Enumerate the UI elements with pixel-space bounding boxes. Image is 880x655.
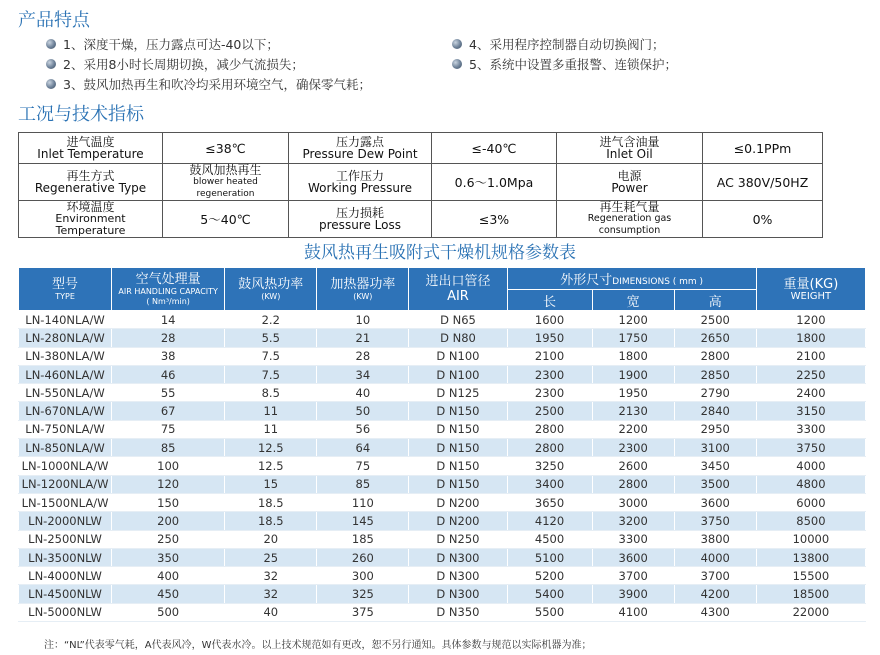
condition-label: 进气温度 Inlet Temperature	[19, 133, 163, 164]
condition-label: 再生耗气量 Regeneration gas consumption	[557, 201, 703, 238]
cell-model: LN-3500NLW	[19, 548, 112, 566]
condition-label: 再生方式 Regenerative Type	[19, 164, 163, 201]
cell-air-capacity: 55	[112, 384, 225, 402]
cell-weight: 22000	[756, 603, 865, 621]
feature-item	[452, 35, 664, 53]
spec-header-row	[19, 268, 866, 290]
cell-weight: 2250	[756, 365, 865, 383]
cell-weight: 15500	[756, 567, 865, 585]
header-weight: 重量(KG) WEIGHT	[756, 268, 865, 311]
cell-model: LN-5000NLW	[19, 603, 112, 621]
header-length: 长	[507, 290, 592, 311]
cell-length: 4120	[507, 512, 592, 530]
condition-value: ≤0.1PPm	[703, 133, 823, 164]
cell-heater-power: 56	[317, 420, 409, 438]
cell-length: 5100	[507, 548, 592, 566]
cell-height: 3700	[674, 567, 756, 585]
cell-length: 3400	[507, 475, 592, 493]
condition-value: AC 380V/50HZ	[703, 164, 823, 201]
cell-width: 1950	[592, 384, 674, 402]
table-row	[19, 457, 866, 475]
cell-pipe: D N250	[409, 530, 507, 548]
table-row	[19, 603, 866, 621]
cell-weight: 3150	[756, 402, 865, 420]
cell-heater-power: 185	[317, 530, 409, 548]
cell-blower-power: 18.5	[225, 493, 317, 511]
bullet-icon	[452, 39, 462, 49]
cell-pipe: D N300	[409, 567, 507, 585]
cell-heater-power: 28	[317, 347, 409, 365]
cell-heater-power: 85	[317, 475, 409, 493]
condition-label: 压力露点 Pressure Dew Point	[289, 133, 432, 164]
header-height: 高	[674, 290, 756, 311]
cell-blower-power: 12.5	[225, 439, 317, 457]
cell-pipe: D N125	[409, 384, 507, 402]
cell-heater-power: 325	[317, 585, 409, 603]
cell-width: 2800	[592, 475, 674, 493]
condition-value: ≤3%	[432, 201, 557, 238]
cell-blower-power: 2.2	[225, 311, 317, 329]
table-row	[19, 439, 866, 457]
condition-label: 进气含油量 Inlet Oil	[557, 133, 703, 164]
cell-pipe: D N200	[409, 512, 507, 530]
cell-length: 3650	[507, 493, 592, 511]
cell-air-capacity: 14	[112, 311, 225, 329]
cell-pipe: D N150	[409, 439, 507, 457]
condition-label: 环境温度 Environment Temperature	[19, 201, 163, 238]
cell-heater-power: 21	[317, 329, 409, 347]
cell-width: 4100	[592, 603, 674, 621]
spec-body	[19, 311, 866, 622]
table-row	[19, 365, 866, 383]
cell-height: 2650	[674, 329, 756, 347]
header-blower-power: 鼓风热功率 (KW)	[225, 268, 317, 311]
table-row	[19, 493, 866, 511]
cell-width: 3700	[592, 567, 674, 585]
cell-length: 3250	[507, 457, 592, 475]
cell-heater-power: 50	[317, 402, 409, 420]
cell-heater-power: 110	[317, 493, 409, 511]
cell-length: 2100	[507, 347, 592, 365]
cell-pipe: D N150	[409, 475, 507, 493]
cell-air-capacity: 67	[112, 402, 225, 420]
cell-model: LN-670NLA/W	[19, 402, 112, 420]
table-row	[19, 384, 866, 402]
cell-weight: 3750	[756, 439, 865, 457]
cell-blower-power: 5.5	[225, 329, 317, 347]
cell-air-capacity: 200	[112, 512, 225, 530]
spec-title: 鼓风热再生吸附式干燥机规格参数表	[304, 243, 576, 263]
cell-blower-power: 8.5	[225, 384, 317, 402]
bullet-icon	[46, 39, 56, 49]
cell-air-capacity: 150	[112, 493, 225, 511]
condition-label: 电源 Power	[557, 164, 703, 201]
header-width: 宽	[592, 290, 674, 311]
cell-pipe: D N100	[409, 365, 507, 383]
cell-pipe: D N300	[409, 585, 507, 603]
feature-item	[46, 35, 279, 53]
cell-air-capacity: 85	[112, 439, 225, 457]
condition-value: 鼓风加热再生 blower heated regeneration	[163, 164, 289, 201]
cell-height: 4200	[674, 585, 756, 603]
table-row	[19, 402, 866, 420]
cell-height: 3750	[674, 512, 756, 530]
cell-weight: 13800	[756, 548, 865, 566]
cell-height: 3450	[674, 457, 756, 475]
features-title: 产品特点	[18, 10, 90, 31]
cell-weight: 1800	[756, 329, 865, 347]
condition-value: 0%	[703, 201, 823, 238]
condition-value: ≤38℃	[163, 133, 289, 164]
cell-height: 3500	[674, 475, 756, 493]
cell-heater-power: 145	[317, 512, 409, 530]
cell-weight: 3300	[756, 420, 865, 438]
cell-blower-power: 12.5	[225, 457, 317, 475]
cell-length: 2500	[507, 402, 592, 420]
table-row	[19, 585, 866, 603]
cell-heater-power: 10	[317, 311, 409, 329]
cell-model: LN-280NLA/W	[19, 329, 112, 347]
cell-pipe: D N65	[409, 311, 507, 329]
cell-width: 1800	[592, 347, 674, 365]
footnote: 注：“NL”代表零气耗，A代表风冷，W代表水冷。以上技术规范如有更改，恕不另行通知。具体参数与规范以实际机器为准；	[44, 640, 592, 651]
cell-air-capacity: 400	[112, 567, 225, 585]
cell-weight: 10000	[756, 530, 865, 548]
cell-width: 3900	[592, 585, 674, 603]
cell-weight: 2400	[756, 384, 865, 402]
cell-heater-power: 260	[317, 548, 409, 566]
condition-label: 压力损耗 pressure Loss	[289, 201, 432, 238]
spec-table	[18, 267, 866, 622]
feature-item	[46, 55, 304, 73]
cell-weight: 4800	[756, 475, 865, 493]
cell-heater-power: 40	[317, 384, 409, 402]
cell-model: LN-1200NLA/W	[19, 475, 112, 493]
cell-air-capacity: 28	[112, 329, 225, 347]
cell-height: 2500	[674, 311, 756, 329]
bullet-icon	[46, 79, 56, 89]
cell-weight: 2100	[756, 347, 865, 365]
cell-heater-power: 375	[317, 603, 409, 621]
cell-model: LN-850NLA/W	[19, 439, 112, 457]
cell-width: 3000	[592, 493, 674, 511]
cell-air-capacity: 38	[112, 347, 225, 365]
cell-width: 3300	[592, 530, 674, 548]
cell-length: 2800	[507, 439, 592, 457]
condition-label: 工作压力 Working Pressure	[289, 164, 432, 201]
cell-length: 2300	[507, 384, 592, 402]
cell-width: 1900	[592, 365, 674, 383]
cell-pipe: D N350	[409, 603, 507, 621]
condition-value: ≤-40℃	[432, 133, 557, 164]
cell-blower-power: 15	[225, 475, 317, 493]
cell-width: 2130	[592, 402, 674, 420]
cell-height: 2850	[674, 365, 756, 383]
cell-air-capacity: 120	[112, 475, 225, 493]
cell-width: 1750	[592, 329, 674, 347]
conditions-row	[19, 164, 823, 201]
cell-blower-power: 7.5	[225, 347, 317, 365]
cell-air-capacity: 250	[112, 530, 225, 548]
cell-length: 5500	[507, 603, 592, 621]
cell-width: 1200	[592, 311, 674, 329]
cell-weight: 1200	[756, 311, 865, 329]
cell-width: 2300	[592, 439, 674, 457]
table-row	[19, 567, 866, 585]
cell-pipe: D N200	[409, 493, 507, 511]
cell-pipe: D N100	[409, 347, 507, 365]
cell-width: 2200	[592, 420, 674, 438]
cell-model: LN-380NLA/W	[19, 347, 112, 365]
cell-length: 5200	[507, 567, 592, 585]
cell-blower-power: 25	[225, 548, 317, 566]
cell-air-capacity: 100	[112, 457, 225, 475]
cell-length: 1600	[507, 311, 592, 329]
cell-height: 3600	[674, 493, 756, 511]
bullet-icon	[452, 59, 462, 69]
table-row	[19, 311, 866, 329]
cell-weight: 4000	[756, 457, 865, 475]
cell-model: LN-140NLA/W	[19, 311, 112, 329]
cell-width: 3200	[592, 512, 674, 530]
cell-heater-power: 34	[317, 365, 409, 383]
feature-text: 5、系统中设置多重报警、连锁保护；	[469, 57, 677, 72]
cell-length: 5400	[507, 585, 592, 603]
table-row	[19, 530, 866, 548]
feature-text: 2、采用8小时长周期切换，减少气流损失；	[63, 57, 304, 72]
cell-height: 3800	[674, 530, 756, 548]
cell-blower-power: 40	[225, 603, 317, 621]
conditions-row	[19, 133, 823, 164]
table-row	[19, 329, 866, 347]
header-model: 型号 TYPE	[19, 268, 112, 311]
cell-model: LN-750NLA/W	[19, 420, 112, 438]
cell-heater-power: 64	[317, 439, 409, 457]
feature-item	[46, 75, 371, 93]
cell-model: LN-2500NLW	[19, 530, 112, 548]
bullet-icon	[46, 59, 56, 69]
cell-model: LN-460NLA/W	[19, 365, 112, 383]
feature-item	[452, 55, 677, 73]
table-row	[19, 548, 866, 566]
header-pipe-diameter: 进出口管径 AIR	[409, 268, 507, 311]
condition-value: 0.6～1.0Mpa	[432, 164, 557, 201]
conditions-table	[18, 132, 823, 238]
cell-height: 2790	[674, 384, 756, 402]
table-row	[19, 475, 866, 493]
feature-text: 4、采用程序控制器自动切换阀门；	[469, 37, 665, 52]
table-row	[19, 347, 866, 365]
header-dimensions: 外形尺寸DIMENSIONS ( mm )	[507, 268, 756, 290]
cell-model: LN-2000NLW	[19, 512, 112, 530]
cell-blower-power: 7.5	[225, 365, 317, 383]
cell-blower-power: 11	[225, 402, 317, 420]
conditions-row	[19, 201, 823, 238]
cell-model: LN-4500NLW	[19, 585, 112, 603]
table-row	[19, 420, 866, 438]
cell-heater-power: 300	[317, 567, 409, 585]
feature-text: 3、鼓风加热再生和吹冷均采用环境空气，确保零气耗；	[63, 77, 371, 92]
cell-blower-power: 32	[225, 567, 317, 585]
cell-pipe: D N150	[409, 457, 507, 475]
cell-pipe: D N80	[409, 329, 507, 347]
cell-weight: 8500	[756, 512, 865, 530]
table-row	[19, 512, 866, 530]
cell-weight: 6000	[756, 493, 865, 511]
cell-length: 4500	[507, 530, 592, 548]
feature-text: 1、深度干燥，压力露点可达-40以下；	[63, 37, 279, 52]
cell-blower-power: 20	[225, 530, 317, 548]
cell-height: 4300	[674, 603, 756, 621]
header-air-capacity: 空气处理量 AIR HANDLING CAPACITY ( Nm³/min)	[112, 268, 225, 311]
cell-air-capacity: 75	[112, 420, 225, 438]
cell-width: 2600	[592, 457, 674, 475]
cell-pipe: D N300	[409, 548, 507, 566]
cell-length: 2800	[507, 420, 592, 438]
condition-value: 5～40℃	[163, 201, 289, 238]
cell-height: 4000	[674, 548, 756, 566]
cell-air-capacity: 500	[112, 603, 225, 621]
cell-height: 2950	[674, 420, 756, 438]
cell-pipe: D N150	[409, 402, 507, 420]
cell-length: 1950	[507, 329, 592, 347]
cell-air-capacity: 46	[112, 365, 225, 383]
cell-model: LN-1500NLA/W	[19, 493, 112, 511]
header-heater-power: 加热器功率 (KW)	[317, 268, 409, 311]
cell-pipe: D N150	[409, 420, 507, 438]
cell-length: 2300	[507, 365, 592, 383]
cell-height: 3100	[674, 439, 756, 457]
cell-weight: 18500	[756, 585, 865, 603]
cell-air-capacity: 350	[112, 548, 225, 566]
cell-blower-power: 18.5	[225, 512, 317, 530]
cell-heater-power: 75	[317, 457, 409, 475]
cell-height: 2840	[674, 402, 756, 420]
cell-blower-power: 11	[225, 420, 317, 438]
cell-model: LN-4000NLW	[19, 567, 112, 585]
cell-height: 2800	[674, 347, 756, 365]
cell-air-capacity: 450	[112, 585, 225, 603]
cell-blower-power: 32	[225, 585, 317, 603]
cell-model: LN-550NLA/W	[19, 384, 112, 402]
cell-model: LN-1000NLA/W	[19, 457, 112, 475]
conditions-title: 工况与技术指标	[18, 104, 144, 125]
cell-width: 3600	[592, 548, 674, 566]
